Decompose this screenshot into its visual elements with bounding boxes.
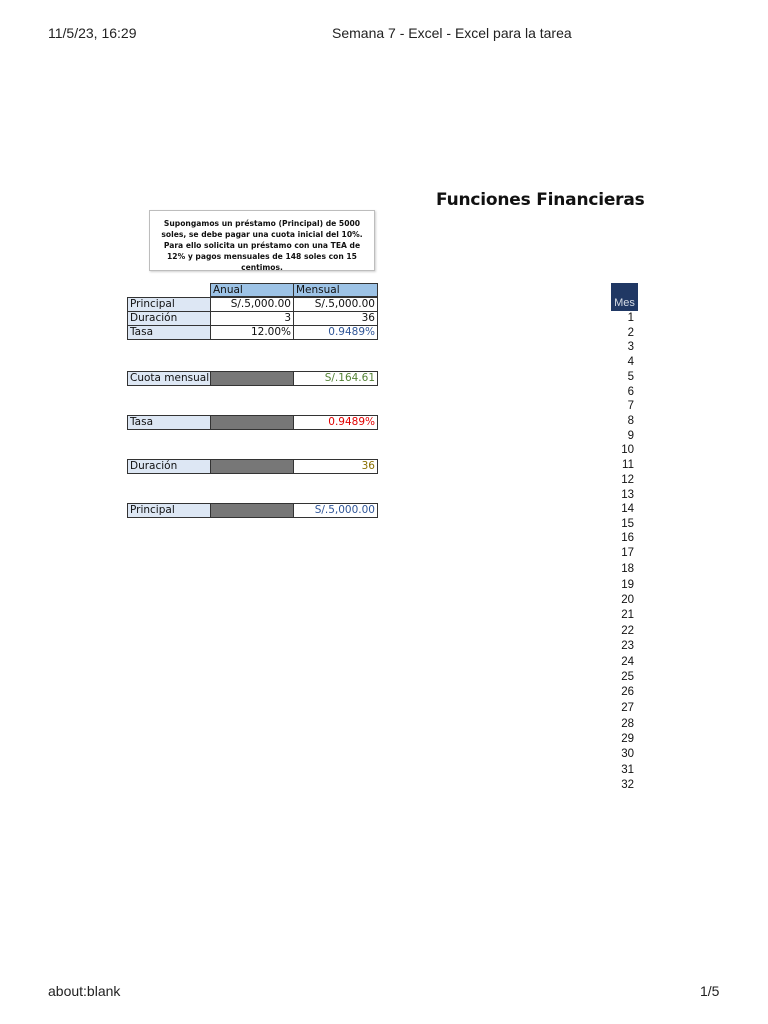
- mes-cell[interactable]: 22: [621, 625, 634, 637]
- mes-cell[interactable]: 3: [627, 341, 634, 353]
- result-value-duracion[interactable]: 36: [293, 459, 378, 474]
- mes-cell[interactable]: 11: [622, 459, 634, 471]
- mes-cell[interactable]: 15: [621, 518, 634, 530]
- result-value-principal[interactable]: S/.5,000.00: [293, 503, 378, 518]
- mes-cell[interactable]: 26: [621, 686, 634, 698]
- mes-cell[interactable]: 10: [621, 444, 634, 456]
- mes-cell[interactable]: 20: [621, 594, 634, 606]
- result-label-cuota[interactable]: Cuota mensual: [127, 371, 211, 386]
- mes-cell[interactable]: 28: [621, 718, 634, 730]
- footer-url: about:blank: [48, 983, 121, 999]
- result-value-cuota[interactable]: S/.164.61: [293, 371, 378, 386]
- mes-cell[interactable]: 16: [621, 532, 634, 544]
- mes-cell[interactable]: 8: [627, 415, 634, 427]
- mes-cell[interactable]: 1: [627, 312, 634, 324]
- mes-cell[interactable]: 5: [627, 371, 634, 383]
- mes-cell[interactable]: 4: [627, 356, 634, 368]
- row-label-duracion[interactable]: Duración: [127, 311, 211, 326]
- mes-cell[interactable]: 9: [627, 430, 634, 442]
- page-number: 1/5: [700, 983, 720, 999]
- mes-cell[interactable]: 27: [621, 702, 634, 714]
- mes-cell[interactable]: 17: [621, 547, 634, 559]
- mes-cell[interactable]: 12: [621, 474, 634, 486]
- mes-cell[interactable]: 31: [621, 764, 634, 776]
- result-label-duracion[interactable]: Duración: [127, 459, 211, 474]
- mes-header[interactable]: Mes: [611, 283, 638, 311]
- mes-cell[interactable]: 21: [621, 609, 634, 621]
- mes-cell[interactable]: 14: [621, 503, 634, 515]
- mes-cell[interactable]: 13: [621, 489, 634, 501]
- duracion-anual-cell[interactable]: 3: [210, 311, 294, 326]
- result-blank-cell[interactable]: [210, 371, 294, 386]
- mes-cell[interactable]: 7: [627, 400, 634, 412]
- mes-cell[interactable]: 29: [621, 733, 634, 745]
- col-header-mensual[interactable]: Mensual: [293, 283, 378, 297]
- result-label-tasa[interactable]: Tasa: [127, 415, 211, 430]
- principal-anual-cell[interactable]: S/.5,000.00: [210, 297, 294, 312]
- result-value-tasa[interactable]: 0.9489%: [293, 415, 378, 430]
- mes-cell[interactable]: 23: [621, 640, 634, 652]
- problem-note: Supongamos un préstamo (Principal) de 5000 soles, se debe pagar una cuota inicial del 10%. Para ello solicita un préstamo con una TEA de 12% y pagos mensuales de 148 soles con 15 centimos.: [149, 210, 375, 271]
- mes-cell[interactable]: 32: [621, 779, 634, 791]
- mes-cell[interactable]: 19: [621, 579, 634, 591]
- tasa-anual-cell[interactable]: 12.00%: [210, 325, 294, 340]
- result-label-principal[interactable]: Principal: [127, 503, 211, 518]
- row-label-principal[interactable]: Principal: [127, 297, 211, 312]
- col-header-anual[interactable]: Anual: [210, 283, 294, 297]
- sheet-title: Funciones Financieras: [436, 190, 645, 210]
- mes-cell[interactable]: 18: [621, 563, 634, 575]
- mes-cell[interactable]: 30: [621, 748, 634, 760]
- tasa-mensual-cell[interactable]: 0.9489%: [293, 325, 378, 340]
- mes-cell[interactable]: 6: [627, 386, 634, 398]
- print-datetime: 11/5/23, 16:29: [48, 25, 137, 41]
- mes-cell[interactable]: 2: [627, 327, 634, 339]
- result-blank-cell[interactable]: [210, 415, 294, 430]
- principal-mensual-cell[interactable]: S/.5,000.00: [293, 297, 378, 312]
- result-blank-cell[interactable]: [210, 459, 294, 474]
- duracion-mensual-cell[interactable]: 36: [293, 311, 378, 326]
- row-label-tasa[interactable]: Tasa: [127, 325, 211, 340]
- mes-cell[interactable]: 25: [621, 671, 634, 683]
- mes-cell[interactable]: 24: [621, 656, 634, 668]
- document-title: Semana 7 - Excel - Excel para la tarea: [332, 25, 572, 41]
- result-blank-cell[interactable]: [210, 503, 294, 518]
